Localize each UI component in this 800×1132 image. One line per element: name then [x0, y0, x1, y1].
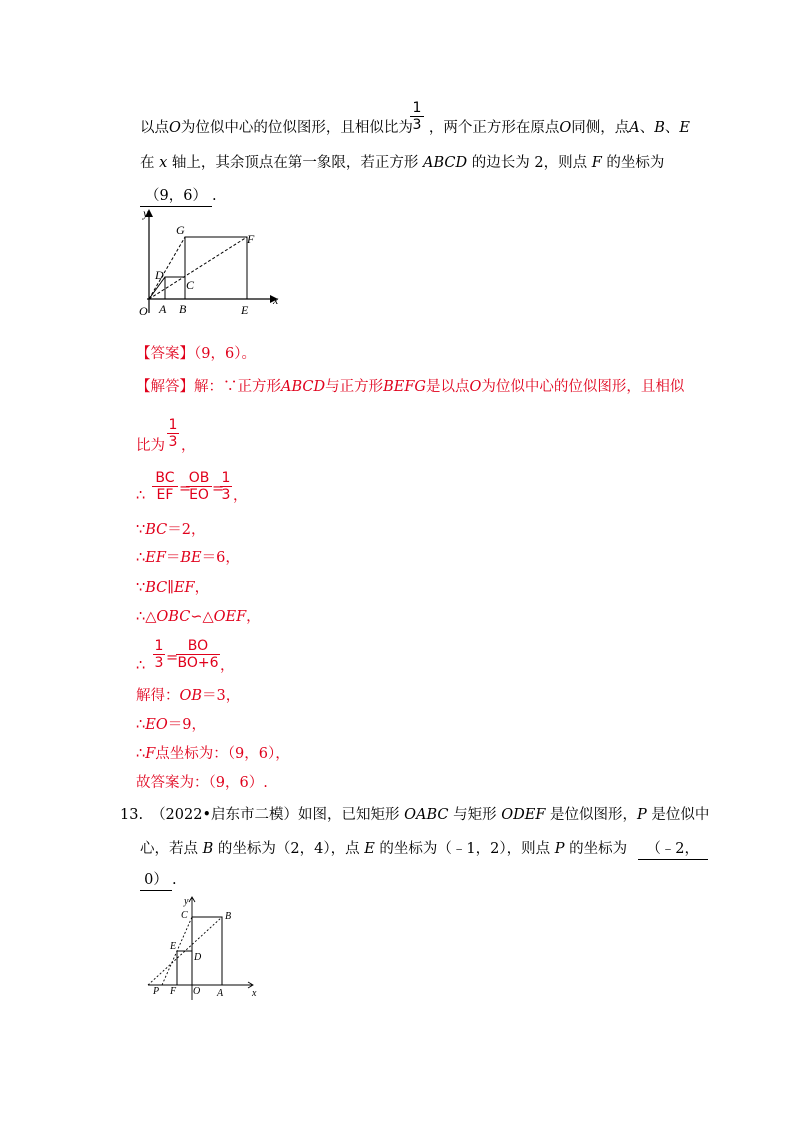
q13-line-1: 13. （2022•启东市二模）如图，已知矩形 OABC 与矩形 ODEF 是位似图形，P 是位似中: [120, 807, 710, 823]
rect-odef: [177, 951, 192, 985]
label-f2: F: [170, 986, 177, 997]
label-x: x: [273, 293, 279, 307]
label-o2: O: [193, 986, 201, 997]
ratio-numerator: 1: [412, 100, 422, 116]
step-similar: ∴△OBC∽△OEF，: [136, 609, 261, 625]
frac-one-third: $\frac{1}{3}$: [221, 470, 231, 503]
therefore-1: ∴: [136, 488, 146, 504]
frac-bo: $\frac{BO}{BO+6}$: [177, 638, 219, 671]
label-c: C: [186, 278, 195, 292]
jieda-line: 【解答】解：∵正方形ABCD与正方形BEFG是以点O为位似中心的位似图形，且相似: [136, 379, 685, 395]
answer-blank: （9，6）: [140, 186, 212, 207]
jieda-tag: 【解答】: [136, 379, 194, 395]
ratio-line: 比为 ，: [136, 438, 196, 454]
step-bc: ∵BC＝2，: [136, 522, 206, 538]
frac-bc-ef: $\frac{BC}{EF}$: [152, 470, 178, 503]
q12-line-1: 以点O为位似中心的位似图形，且相似比为 ，两个正方形在原点O同侧，点A、B、E: [140, 120, 691, 136]
answer-line: 【答案】（9，6）。: [136, 346, 256, 362]
label-e: E: [241, 303, 249, 317]
label-x2: x: [252, 988, 257, 999]
step-eo: ∴EO＝9，: [136, 717, 206, 733]
label-c2: C: [181, 910, 188, 921]
step-solve: 解得：OB＝3，: [136, 688, 241, 704]
q12-line-2: 在 x 轴上，其余顶点在第一象限，若正方形 ABCD 的边长为 2，则点 F 的坐标为: [140, 155, 665, 171]
ratio-fraction-2: $\frac{1}{3}$: [168, 417, 178, 450]
label-p: P: [153, 986, 160, 997]
final-answer: 故答案为：（9，6）.: [136, 775, 268, 791]
label-d: D: [155, 268, 164, 282]
figure-squares: [135, 205, 285, 320]
frac-ob-eo: $\frac{OB}{EO}$: [186, 470, 212, 503]
step-parallel: ∵BC∥EF，: [136, 580, 210, 596]
frac-one-third-2: $\frac{1}{3}$: [154, 638, 164, 671]
q13-line-2: 心，若点 B 的坐标为（2，4），点 E 的坐标为（﹣1，2），则点 P 的坐标为 （﹣2，: [140, 839, 708, 860]
step-f: ∴F点坐标为：（9，6），: [136, 746, 290, 762]
ray-of: [149, 237, 247, 299]
question-number: 13.: [120, 807, 144, 823]
rect-oabc: [192, 917, 222, 985]
label-b2: B: [225, 911, 232, 922]
step-ef: ∴EF＝BE＝6，: [136, 550, 240, 566]
answer-tag: 【答案】: [136, 346, 194, 362]
label-y2: y: [184, 896, 189, 907]
label-f: F: [247, 232, 255, 246]
label-b: B: [179, 302, 187, 316]
answer-blank-2: 0）: [140, 870, 172, 891]
label-d2: D: [194, 952, 202, 963]
label-y: y: [143, 206, 149, 220]
label-e2: E: [170, 941, 177, 952]
label-a2: A: [217, 988, 224, 999]
ratio-denominator: 3: [410, 116, 424, 133]
square-befg: [185, 237, 247, 299]
label-a: A: [159, 302, 167, 316]
q13-line-3: 0） .: [140, 870, 177, 891]
square-abcd: [165, 277, 185, 299]
answer-blank-1: （﹣2，: [638, 839, 708, 860]
label-g: G: [176, 223, 185, 237]
q12-line-3: （9，6） .: [140, 186, 217, 207]
label-o: O: [139, 304, 148, 318]
figure-rectangles: [140, 892, 260, 1004]
